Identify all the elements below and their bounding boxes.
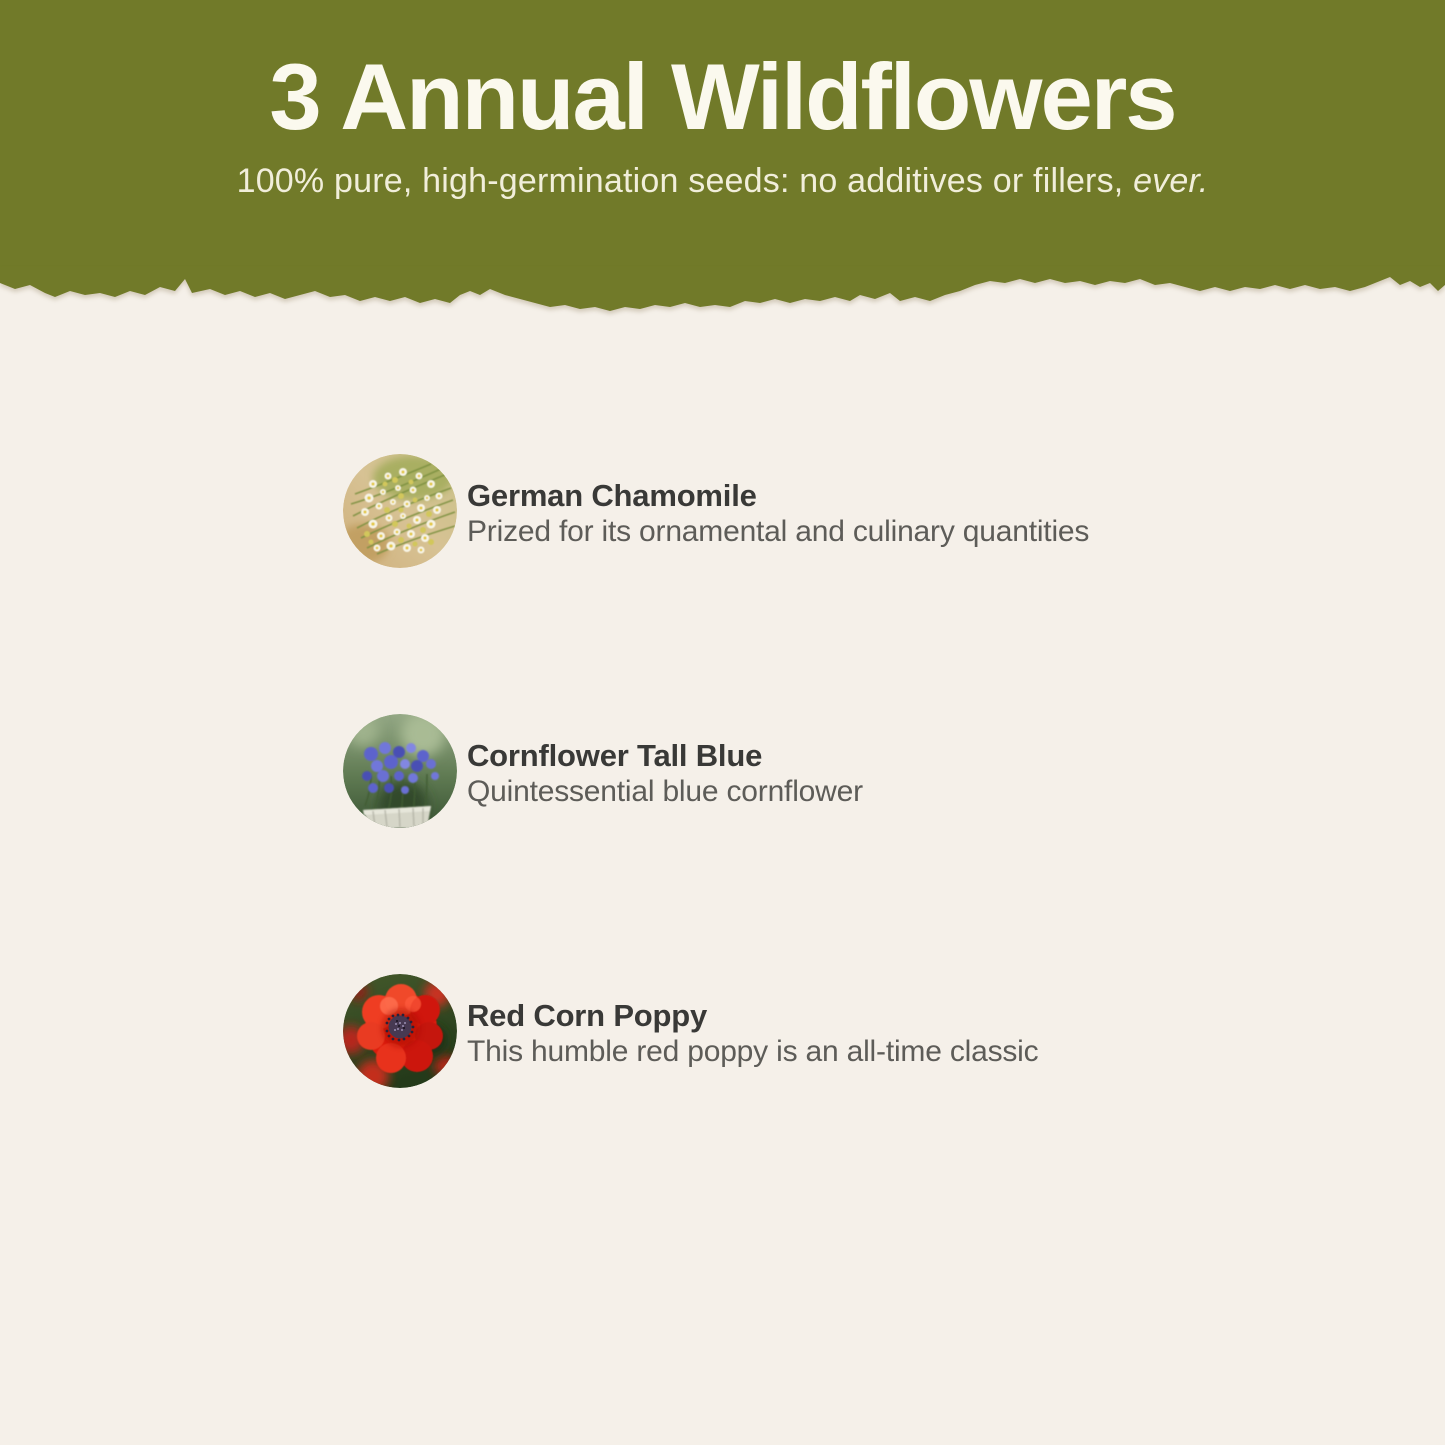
header-banner xyxy=(0,0,1445,268)
wildflower-list xyxy=(0,454,1445,1088)
flower-description: This humble red poppy is an all-time classic xyxy=(467,1035,1039,1068)
flower-name: German Chamomile xyxy=(467,478,757,513)
flower-description: Prized for its ornamental and culinary quantities xyxy=(467,515,1090,548)
subtitle-emphasis: ever. xyxy=(1133,162,1209,200)
wildflower-item-poppy xyxy=(343,974,1445,1088)
torn-paper-edge xyxy=(0,267,1445,317)
item-text-block xyxy=(467,454,1089,550)
cornflower-photo xyxy=(343,714,457,828)
subtitle-text: 100% pure, high-germination seeds: no additives or fillers, xyxy=(236,162,1134,200)
wildflower-item-chamomile xyxy=(343,454,1445,568)
wildflower-item-cornflower xyxy=(343,714,1445,828)
header-subtitle xyxy=(0,162,1445,201)
item-text-block xyxy=(467,714,863,810)
poppy-photo xyxy=(343,974,457,1088)
flower-description: Quintessential blue cornflower xyxy=(467,775,863,808)
flower-name: Red Corn Poppy xyxy=(467,998,708,1033)
item-text-block xyxy=(467,974,1038,1070)
chamomile-photo xyxy=(343,454,457,568)
page-title: 3 Annual Wildflowers xyxy=(269,44,1176,149)
flower-name: Cornflower Tall Blue xyxy=(467,738,763,773)
